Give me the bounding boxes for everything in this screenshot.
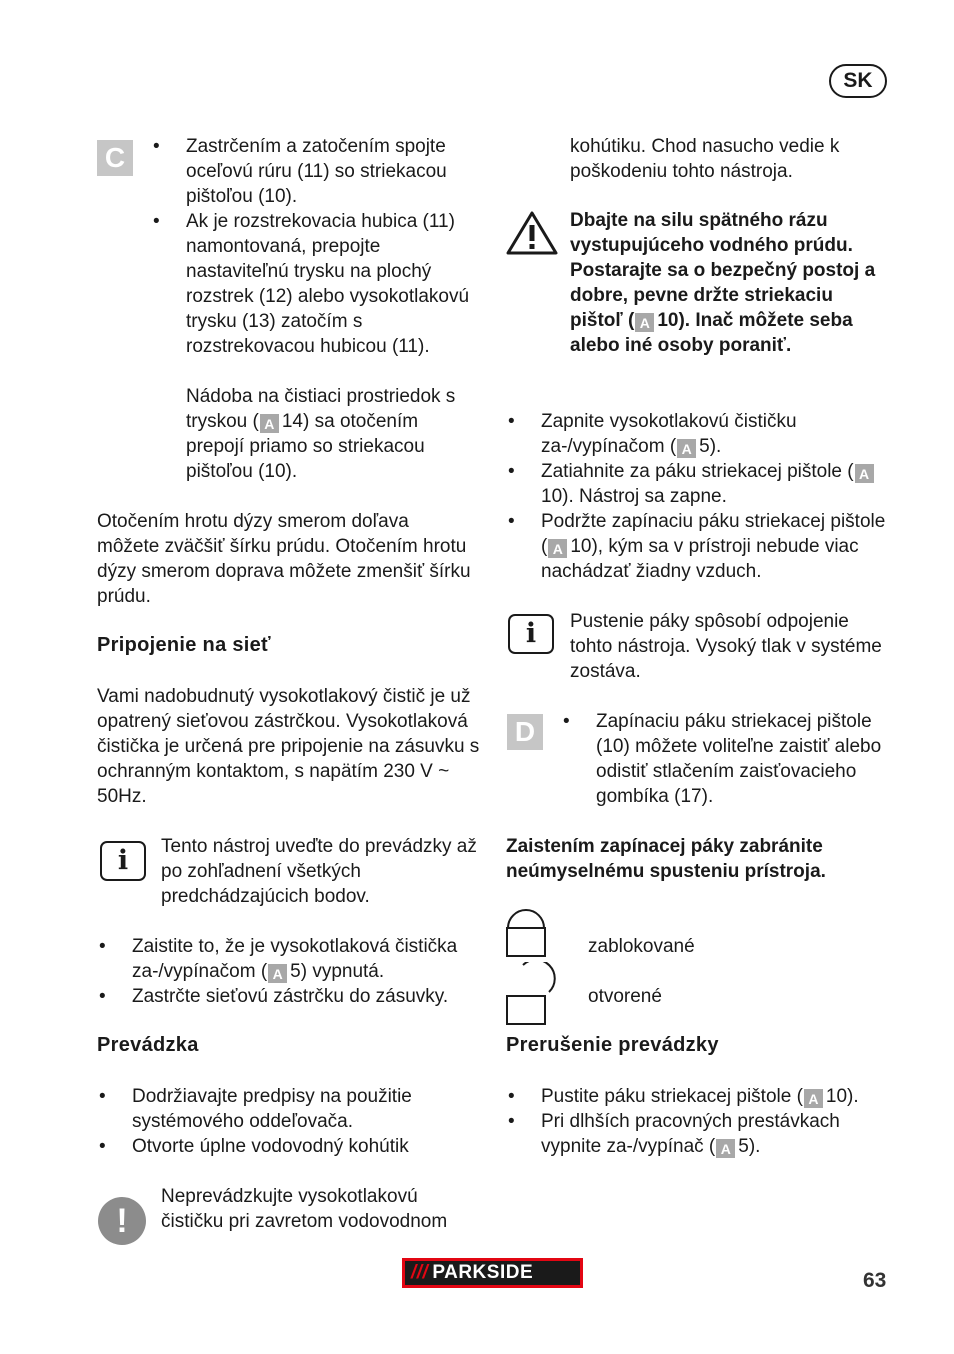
list-item: • Zaistite to, že je vysokotlaková čistička za-/vypínačom ( A 5) vypnutá. [97, 934, 482, 984]
locked-label: zablokované [588, 936, 695, 957]
list-item: • Podržte zapínaciu páku striekacej pištole ( A 10), kým sa v prístroji nebude viac nachádzať žiadny vzduch. [506, 509, 886, 584]
open-label: otvorené [588, 986, 662, 1007]
parkside-logo: /// PARKSIDE [402, 1258, 583, 1288]
stop-bullets [506, 1084, 886, 1159]
mains-bullets [97, 934, 482, 1009]
info-icon: i [508, 614, 554, 654]
figure-ref-a: A [260, 414, 279, 433]
warning-note: Neprevádzkujte vysokotlakovú čističku pri zavretom vodovodnom [161, 1186, 448, 1232]
assembly-bullets [151, 134, 486, 359]
figure-ref-a: A [855, 464, 874, 483]
warning-exclamation-icon: ! [98, 1197, 146, 1245]
figure-ref-a: A [677, 439, 696, 458]
heading-siet: Pripojenie na sieť [97, 634, 271, 656]
section-marker-d: D [507, 714, 543, 750]
start-bullets [506, 409, 886, 584]
lock-bullets [561, 709, 891, 809]
warning-triangle-icon [505, 210, 559, 256]
recoil-warning: Dbajte na silu spätného rázu vystupujúceho vodného prúdu. Postarajte sa o bezpečný postoj a dobre, pevne držte striekaciu pištoľ ( A 10). Inač môžete seba alebo iné osoby poraniť. [570, 210, 876, 356]
heading-prevadzka: Prevádzka [97, 1034, 199, 1056]
heading-prerusenie: Prerušenie prevádzky [506, 1034, 719, 1056]
info-note: Pustenie páky spôsobí odpojenie tohto nástroja. Vysoký tlak v systéme zostáva. [570, 611, 882, 682]
operation-bullets [97, 1084, 482, 1159]
page-number: 63 [863, 1269, 887, 1292]
info-icon: i [100, 841, 146, 881]
figure-ref-a: A [716, 1139, 735, 1158]
mains-paragraph: Vami nadobudnutý vysokotlakový čistič je už opatrený sieťovou zástrčkou. Vysokotlaková čistička je určená pre pripojenie na zásuvku s ochranným kontaktom, s napätím 230 V ~ 50Hz. [97, 686, 480, 807]
detergent-tank-text: Nádoba na čistiaci prostriedok s tryskou ( A 14) sa otočením prepojí priamo so striekacou pištoľou (10). [186, 386, 456, 482]
figure-ref-a: A [548, 539, 567, 558]
figure-ref-a: A [804, 1089, 823, 1108]
lock-note: Zaistením zapínacej páky zabránite neúmyselnému spusteniu prístroja. [506, 836, 826, 882]
list-item: • Pustite páku striekacej pištole ( A 10). [506, 1084, 886, 1109]
figure-ref-a: A [268, 964, 287, 983]
list-item: • Pri dlhších pracovných prestávkach vypnite za-/vypínač ( A 5). [506, 1109, 886, 1159]
list-item: • Zatiahnite za páku striekacej pištole ( A10). Nástroj sa zapne. [506, 459, 886, 509]
figure-ref-a: A [635, 313, 654, 332]
padlock-open-icon [505, 962, 561, 1026]
padlock-closed-icon [505, 908, 549, 958]
list-item: • Dodržiavajte predpisy na použitie systémového oddeľovača. [97, 1084, 482, 1134]
section-marker-c: C [97, 140, 133, 176]
list-item: • Zastrčením a zatočením spojte oceľovú rúru (11) so striekacou pištoľou (10). [151, 134, 486, 209]
nozzle-paragraph: Otočením hrotu dýzy smerom doľava môžete zväčšiť šírku prúdu. Otočením hrotu dýzy smerom doprava môžete zmenšiť šírku prúdu. [97, 511, 471, 607]
continued-text: kohútiku. Chod nasucho vedie k poškodeniu tohto nástroja. [570, 136, 840, 182]
list-item: • Zapínaciu páku striekacej pištole (10) môžete voliteľne zaistiť alebo odistiť stlačením zaisťovacieho gombíka (17). [561, 709, 891, 809]
list-item: • Zapnite vysokotlakovú čističku za-/vypínačom ( A 5). [506, 409, 886, 459]
language-badge: SK [829, 64, 887, 98]
info-note: Tento nástroj uveďte do prevádzky až po zohľadnení všetkých predchádzajúcich bodov. [161, 836, 477, 907]
list-item: • Zastrčte sieťovú zástrčku do zásuvky. [97, 984, 482, 1009]
list-item: • Otvorte úplne vodovodný kohútik [97, 1134, 482, 1159]
list-item: • Ak je rozstrekovacia hubica (11) namontovaná, prepojte nastaviteľnú trysku na plochý rozstrek (12) alebo vysokotlakovú trysku (13) zatočím s rozstrekovacou hubicou (11). [151, 209, 486, 359]
